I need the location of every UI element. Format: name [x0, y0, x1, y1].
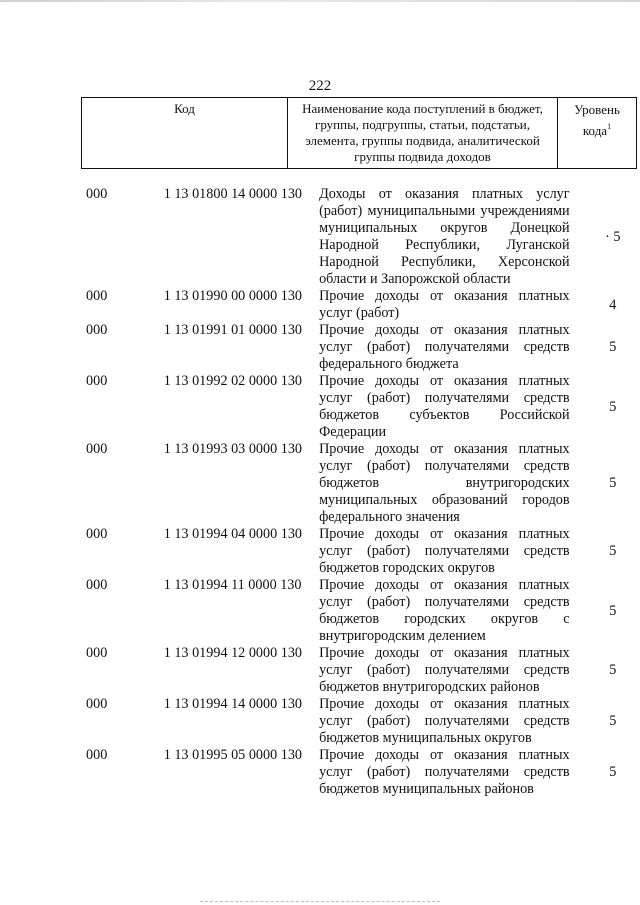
cell-kbk: 1 13 01994 12 0000 130 — [163, 645, 303, 661]
table-row — [0, 747, 640, 798]
header-kod — [82, 98, 288, 169]
level-value: 5 — [609, 339, 617, 355]
cell-name: Прочие доходы от оказания платных услуг (работ) получателями средств бюджетов городских округов с внутригородским делением — [319, 577, 570, 644]
header-level-footnote: 1 — [607, 122, 612, 131]
header-level — [558, 98, 637, 169]
cell-level — [586, 186, 640, 288]
cell-level — [586, 373, 640, 441]
header-row — [82, 98, 637, 169]
cell-level — [586, 696, 640, 747]
cell-name: Прочие доходы от оказания платных услуг (работ) — [319, 288, 570, 321]
cell-kbk: 1 13 01994 11 0000 130 — [163, 577, 302, 593]
table-header — [81, 97, 637, 169]
cell-name: Прочие доходы от оказания платных услуг (работ) получателями средств бюджетов муниципальных районов — [319, 747, 570, 797]
scan-edge-bottom — [200, 901, 440, 903]
cell-code: 000 — [86, 288, 108, 304]
cell-kbk: 1 13 01992 02 0000 130 — [163, 373, 303, 389]
table-row — [0, 526, 640, 577]
table-row — [0, 373, 640, 441]
level-value: 5 — [609, 662, 617, 678]
table-row — [0, 288, 640, 322]
table-row — [0, 441, 640, 526]
cell-code: 000 — [86, 373, 108, 389]
cell-kbk: 1 13 01994 14 0000 130 — [163, 696, 303, 712]
level-value: 5 — [609, 475, 617, 491]
header-name — [288, 98, 558, 169]
cell-name: Прочие доходы от оказания платных услуг (работ) получателями средств бюджетов городских округов — [319, 526, 570, 576]
level-value: 5 — [609, 602, 617, 619]
header-name-label: Наименование кода поступлений в бюджет, группы, подгруппы, статьи, подстатьи, элемента, группы подвида, аналитической группы подвида доходов — [302, 101, 543, 164]
cell-name: Прочие доходы от оказания платных услуг (работ) получателями средств бюджетов субъектов Российской Федерации — [319, 373, 570, 440]
cell-kbk: 1 13 01800 14 0000 130 — [163, 186, 303, 202]
table-row — [0, 322, 640, 373]
cell-code: 000 — [86, 747, 108, 763]
cell-kbk: 1 13 01994 04 0000 130 — [163, 526, 303, 542]
header-level-label: Уровень кода — [574, 102, 620, 138]
header-kod-label: Код — [174, 101, 195, 116]
cell-code: 000 — [86, 645, 108, 661]
cell-name: Прочие доходы от оказания платных услуг (работ) получателями средств федерального бюджета — [319, 322, 570, 372]
table-row — [0, 645, 640, 696]
cell-name: Прочие доходы от оказания платных услуг (работ) получателями средств бюджетов внутригородских районов — [319, 645, 570, 695]
table-row — [0, 577, 640, 645]
table-row — [0, 696, 640, 747]
cell-code: 000 — [86, 696, 108, 712]
cell-kbk: 1 13 01993 03 0000 130 — [163, 441, 303, 457]
cell-level — [586, 288, 640, 322]
level-value: 5 — [609, 713, 617, 729]
cell-kbk: 1 13 01991 01 0000 130 — [163, 322, 303, 338]
cell-name: Прочие доходы от оказания платных услуг (работ) получателями средств бюджетов внутригородских муниципальных образований городов федерального значения — [319, 441, 570, 525]
cell-code: 000 — [86, 526, 108, 542]
cell-level — [586, 645, 640, 696]
cell-name: Доходы от оказания платных услуг (работ) муниципальными учреждениями муниципальных округов Донецкой Народной Республики, Луганской Народной Республики, Херсонской области и Запорожской области — [319, 186, 570, 287]
cell-name: Прочие доходы от оказания платных услуг (работ) получателями средств бюджетов муниципальных округов — [319, 696, 570, 746]
cell-code: 000 — [86, 577, 108, 593]
cell-code: 000 — [86, 186, 108, 202]
cell-level — [586, 526, 640, 577]
table-row — [0, 186, 640, 288]
table-body — [0, 186, 640, 798]
cell-kbk: 1 13 01995 05 0000 130 — [163, 747, 303, 763]
level-value: 5 — [609, 398, 617, 415]
level-value: · 5 — [605, 228, 621, 245]
scan-edge-top — [0, 0, 640, 2]
cell-level — [586, 747, 640, 798]
cell-level — [586, 441, 640, 526]
page-number: 222 — [308, 78, 332, 94]
cell-level — [586, 322, 640, 373]
cell-code: 000 — [86, 441, 108, 457]
level-value: 5 — [609, 543, 617, 559]
cell-kbk: 1 13 01990 00 0000 130 — [163, 288, 303, 304]
cell-level — [586, 577, 640, 645]
level-value: 5 — [609, 764, 617, 780]
cell-code: 000 — [86, 322, 108, 338]
level-value: 4 — [609, 296, 617, 313]
